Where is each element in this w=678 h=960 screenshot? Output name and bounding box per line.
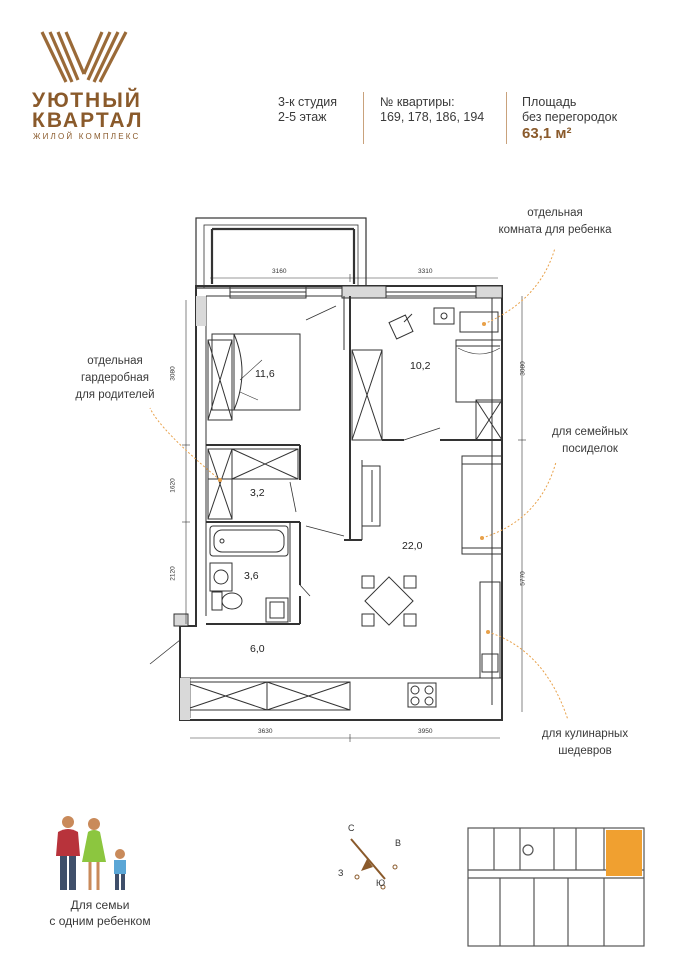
brand-name-line2: КВАРТАЛ — [32, 109, 144, 132]
dim-top-right: 3310 — [418, 268, 433, 275]
dim-left-2: 1620 — [169, 478, 177, 493]
note-wardrobe-line1: отдельная — [87, 355, 143, 367]
note-child-room-line1: отдельная — [527, 207, 583, 219]
note-kitchen-line2: шедевров — [558, 745, 612, 757]
room-area-wardrobe: 3,2 — [250, 487, 265, 499]
compass-west: З — [338, 868, 344, 878]
brand-name-line1: УЮТНЫЙ — [32, 89, 142, 112]
dim-right-2: 5770 — [519, 571, 527, 586]
note-kitchen — [515, 726, 655, 760]
note-family-line1: для семейных — [551, 426, 629, 438]
compass-north: С — [348, 823, 355, 833]
area-label-line1: Площадь — [522, 95, 577, 109]
apartment-type-line1: 3-к студия — [278, 95, 338, 109]
note-kitchen-line1: для кулинарных — [541, 728, 629, 740]
apartment-type-line2: 2-5 этаж — [278, 110, 327, 124]
dining-table — [362, 576, 416, 626]
note-wardrobe-line2: гардеробная — [81, 372, 149, 384]
room-area-bedroom: 11,6 — [255, 368, 275, 380]
key-plan — [464, 826, 650, 950]
apartment-numbers-label: № квартиры: — [380, 95, 455, 109]
toilet — [212, 592, 222, 610]
highlighted-apartment — [606, 830, 642, 876]
dim-bottom-left: 3630 — [258, 728, 273, 735]
room-area-bathroom: 3,6 — [244, 570, 259, 582]
note-wardrobe-line3: для родителей — [75, 389, 155, 401]
dim-left-1: 3080 — [169, 366, 177, 381]
room-area-living: 22,0 — [402, 540, 423, 552]
room-area-hall: 6,0 — [250, 643, 265, 655]
area-value: 63,1 м² — [522, 125, 572, 142]
note-child-room-line2: комната для ребенка — [498, 224, 612, 236]
family-caption-line1: Для семьи — [70, 898, 130, 912]
area-label-line2: без перегородок — [522, 110, 618, 124]
compass-south: Ю — [376, 878, 386, 888]
note-wardrobe — [50, 353, 180, 404]
note-family-line2: посиделок — [562, 443, 618, 455]
kitchen-counter — [480, 582, 500, 678]
family-caption-line2: с одним ребенком — [49, 914, 151, 928]
room-area-child: 10,2 — [410, 360, 431, 372]
apartment-numbers-value: 169, 178, 186, 194 — [380, 110, 485, 124]
note-child-room — [480, 205, 630, 239]
sink — [210, 563, 232, 591]
compass-icon — [333, 825, 413, 895]
dim-right-1: 3080 — [519, 361, 527, 376]
bed-child — [456, 340, 502, 402]
brand-subtitle: ЖИЛОЙ КОМПЛЕКС — [33, 132, 141, 141]
family-caption — [30, 897, 170, 929]
family-icon — [48, 814, 148, 894]
dim-left-3: 2120 — [169, 566, 177, 581]
dim-bottom-right: 3950 — [418, 728, 433, 735]
wardrobe-parents — [208, 449, 298, 479]
dim-top-left: 3160 — [272, 268, 287, 275]
compass-east: В — [395, 838, 402, 848]
note-family — [520, 424, 660, 458]
